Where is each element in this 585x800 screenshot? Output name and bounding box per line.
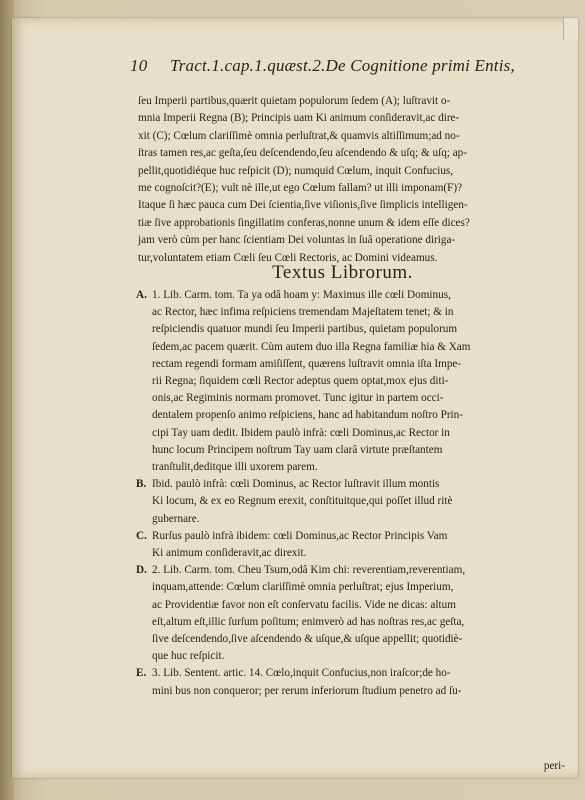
- entry-line: ac Rector, hæc infima reſpiciens tremendam Majeſtatem tenet; & in: [152, 306, 454, 319]
- entry-line: Ki locum, & ex eo Regnum erexit, conſtituitque,qui poſſet illud ritè: [152, 495, 453, 508]
- entry-a: [136, 287, 572, 476]
- entry-e: [136, 665, 572, 699]
- entry-line: inquam,attende: Cœlum clariſſimè omnia perluſtrat; ejus Imperium,: [152, 581, 454, 594]
- entry-line: que huc reſpicit.: [152, 650, 225, 663]
- intro-line: me cognoſcit?(E); vult nè ille,ut ego Cœlum fallam? ut illi imponam(F)?: [138, 182, 463, 195]
- running-header: [130, 56, 580, 76]
- next-leaf-edge: [563, 18, 578, 40]
- intro-paragraph: [138, 93, 570, 267]
- entry-line: mini bus non conqueror; per rerum inferiorum ſtudium penetro ad ſu-: [152, 684, 462, 697]
- entry-line: gubernare.: [152, 512, 200, 525]
- intro-line: tiæ ſive approbationis ſingillatim conferas,nonne unum & idem eſſe dices?: [138, 216, 470, 229]
- entry-line: rii Regna; ſiquidem cœli Rector adeptus quem optat,mox ejus diti-: [152, 375, 449, 388]
- entry-b: [136, 476, 572, 528]
- entry-line: ac Providentiæ favor non eſt conſervatu facilis. Vide ne dicas: altum: [152, 598, 456, 611]
- entry-line: reſpiciendis quatuor mundi ſeu Imperii partibus, quietam populorum: [152, 323, 458, 336]
- intro-line: jam verò cùm per hanc ſcientiam Dei voluntas in ſuâ operatione diriga-: [138, 234, 456, 247]
- entry-letter: B.: [136, 478, 147, 491]
- entry-line: ſive deſcendendo,ſive aſcendendo & uſque,& uſque appellit; quotidiè-: [152, 633, 463, 646]
- intro-line: pellit,quotidiéque huc reſpicit (D); numquid Cœlum, inquit Confucius,: [138, 164, 454, 177]
- entry-line: eſt,altum eſt,illic ſurſum poſitum; enimverò ad has noſtras res,ac geſta,: [152, 615, 465, 628]
- entry-d: [136, 562, 572, 665]
- entry-line: rectam regendi formam amiſiſſent, quærens luſtravit omnia iſta Impe-: [152, 357, 462, 370]
- entries-list: [136, 287, 572, 700]
- section-heading: Textus Librorum.: [272, 262, 413, 283]
- catchword: peri-: [543, 760, 565, 772]
- entry-line: ſedem,ac pacem quærit. Cùm autem duo illa Regna familiæ hia & Xam: [152, 340, 471, 353]
- entry-line: 2. Lib. Carm. tom. Cheu Tsum,odâ Kim chi: reverentiam,reverentiam,: [152, 564, 466, 577]
- entry-line: Rurſus paulò infrà ibidem: cœli Dominus,ac Rector Principis Vam: [152, 529, 448, 542]
- entry-line: 3. Lib. Sentent. artic. 14. Cœlo,inquit Confucius,non iraſcor;de ho-: [152, 667, 451, 680]
- intro-line: Itaque ſi hæc pauca cum Dei ſcientia,ſive viſionis,ſive ſimplicis intelligen-: [138, 199, 468, 212]
- entry-line: 1. Lib. Carm. tom. Ta ya odâ hoam y: Maximus ille cœli Dominus,: [152, 289, 451, 301]
- page-number: 10: [130, 56, 148, 75]
- entry-line: Ibid. paulò infrà: cœli Dominus, ac Rector luſtravit illum montis: [152, 478, 440, 491]
- entry-letter: D.: [136, 564, 147, 577]
- intro-line: tur,voluntatem etiam Cœli ſeu Cœli Rectoris, ac Domini videamus.: [138, 251, 438, 264]
- entry-letter: A.: [136, 289, 147, 301]
- running-title: Tract.1.cap.1.quæst.2.De Cognitione primi Entis,: [170, 56, 515, 75]
- entry-line: hunc locum Principem noſtrum Tay uam clarâ virtute præſtantem: [152, 443, 443, 456]
- intro-line: mnia Imperii Regna (B); Principis uam Ki animum conſideravit,ac dire-: [138, 112, 460, 125]
- entry-line: Ki animum conſideravit,ac direxit.: [152, 547, 307, 560]
- entry-line: dentalem propenſo animo reſpiciens, hanc ad habitandum noſtro Prin-: [152, 409, 463, 422]
- entry-letter: C.: [136, 529, 147, 542]
- entry-letter: E.: [136, 667, 147, 680]
- entry-line: onis,ac Regiminis normam promovet. Tunc igitur in partem occi-: [152, 392, 444, 405]
- entry-c: [136, 528, 572, 562]
- intro-line: ſtras tamen res,ac geſta,ſeu deſcendendo,ſeu aſcendendo & uſq; & uſq; ap-: [138, 147, 467, 160]
- intro-line: xit (C); Cœlum clariſſimè omnia perluſtrat,& quamvis altiſſimum;ad no-: [138, 129, 460, 142]
- entry-line: cipi Tay uam dedit. Ibidem paulò infrà: cœli Dominus,ac Rector in: [152, 426, 450, 439]
- entry-line: tranſtulit,deditque illi uxorem parem.: [152, 461, 318, 474]
- intro-line: ſeu Imperii partibus,quærit quietam populorum ſedem (A); luſtravit o-: [138, 95, 451, 107]
